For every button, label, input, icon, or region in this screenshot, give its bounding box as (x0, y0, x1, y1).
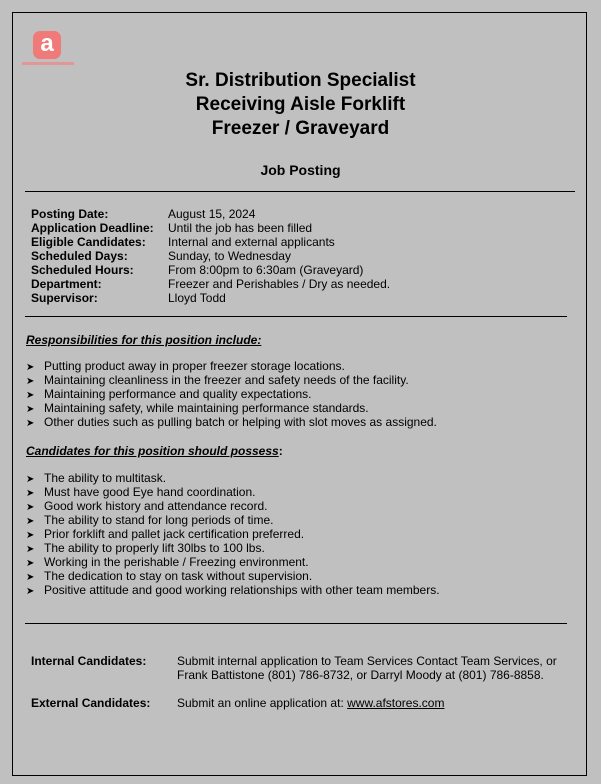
list-item (26, 513, 440, 527)
arrow-bullet-icon: ➤ (26, 404, 35, 415)
list-item (26, 569, 440, 583)
company-logo (22, 30, 74, 70)
list-item (26, 527, 440, 541)
detail-value: From 8:00pm to 6:30am (Graveyard) (168, 263, 364, 277)
detail-label: Eligible Candidates: (31, 235, 146, 249)
list-item (26, 471, 440, 485)
list-item (26, 583, 440, 597)
list-item-text: Must have good Eye hand coordination. (44, 485, 256, 499)
list-item-text: The ability to properly lift 30lbs to 100 lbs. (44, 541, 265, 555)
detail-label: Application Deadline: (31, 221, 154, 235)
list-item-text: Good work history and attendance record. (44, 499, 268, 513)
internal-candidates-label: Internal Candidates: (31, 654, 147, 668)
arrow-bullet-icon: ➤ (26, 558, 35, 569)
responsibilities-heading (26, 333, 261, 347)
candidates-heading-text: Candidates for this position should possess (26, 444, 279, 458)
website-link[interactable]: www.afstores.com (347, 696, 445, 710)
arrow-bullet-icon: ➤ (26, 572, 35, 583)
list-item-text: Other duties such as pulling batch or helping with slot moves as assigned. (44, 415, 437, 429)
divider (25, 316, 567, 317)
logo-tagline-mark (22, 62, 74, 65)
arrow-bullet-icon: ➤ (26, 530, 35, 541)
list-item (26, 485, 440, 499)
list-item (26, 499, 440, 513)
candidates-heading-colon: : (278, 444, 283, 458)
list-item (26, 387, 437, 401)
arrow-bullet-icon: ➤ (26, 544, 35, 555)
detail-value: August 15, 2024 (168, 207, 256, 221)
arrow-bullet-icon: ➤ (26, 376, 35, 387)
list-item-text: Working in the perishable / Freezing environment. (44, 555, 309, 569)
external-prefix: Submit an online application at: (177, 696, 348, 710)
arrow-bullet-icon: ➤ (26, 418, 35, 429)
arrow-bullet-icon: ➤ (26, 502, 35, 513)
title-line-1: Sr. Distribution Specialist (185, 70, 416, 91)
list-item-text: Maintaining cleanliness in the freezer and safety needs of the facility. (44, 373, 409, 387)
external-candidates-text (177, 696, 577, 710)
divider (25, 623, 567, 624)
detail-row (31, 207, 390, 221)
detail-value: Sunday, to Wednesday (168, 249, 291, 263)
detail-label: Department: (31, 277, 102, 291)
list-item (26, 359, 437, 373)
detail-label: Scheduled Days: (31, 249, 128, 263)
posting-details (31, 207, 390, 305)
arrow-bullet-icon: ➤ (26, 488, 35, 499)
list-item-text: The ability to multitask. (44, 471, 167, 485)
list-item-text: The ability to stand for long periods of time. (44, 513, 274, 527)
arrow-bullet-icon: ➤ (26, 474, 35, 485)
candidates-list (26, 471, 440, 597)
candidates-heading (26, 444, 283, 458)
external-candidates-label: External Candidates: (31, 696, 151, 710)
list-item-text: Positive attitude and good working relationships with other team members. (44, 583, 440, 597)
list-item (26, 373, 437, 387)
arrow-bullet-icon: ➤ (26, 390, 35, 401)
detail-row (31, 277, 390, 291)
list-item-text: Prior forklift and pallet jack certification preferred. (44, 527, 305, 541)
detail-row (31, 263, 390, 277)
arrow-bullet-icon: ➤ (26, 586, 35, 597)
detail-value: Lloyd Todd (168, 291, 226, 305)
title-line-2: Receiving Aisle Forklift (195, 94, 406, 115)
arrow-bullet-icon: ➤ (26, 516, 35, 527)
internal-candidates-text: Submit internal application to Team Services Contact Team Services, or Frank Battistone (801) 786-8732, or Darryl Moody at (801) 786-8858. (177, 654, 557, 682)
divider (25, 191, 575, 192)
detail-row (31, 249, 390, 263)
responsibilities-heading-text: Responsibilities for this position include: (26, 333, 262, 347)
detail-row (31, 235, 390, 249)
list-item (26, 415, 437, 429)
detail-row (31, 221, 390, 235)
title-line-3: Freezer / Graveyard (211, 118, 390, 139)
detail-label: Supervisor: (31, 291, 98, 305)
detail-value: Until the job has been filled (168, 221, 313, 235)
detail-row (31, 291, 390, 305)
list-item-text: Maintaining performance and quality expectations. (44, 387, 312, 401)
job-title (0, 69, 601, 141)
list-item-text: The dedication to stay on task without supervision. (44, 569, 313, 583)
arrow-bullet-icon: ➤ (26, 362, 35, 373)
detail-label: Posting Date: (31, 207, 109, 221)
job-posting-subtitle: Job Posting (260, 162, 341, 178)
list-item (26, 541, 440, 555)
list-item-text: Putting product away in proper freezer storage locations. (44, 359, 345, 373)
list-item (26, 401, 437, 415)
detail-value: Internal and external applicants (168, 235, 335, 249)
detail-value: Freezer and Perishables / Dry as needed. (168, 277, 391, 291)
responsibilities-list (26, 359, 437, 429)
list-item (26, 555, 440, 569)
list-item-text: Maintaining safety, while maintaining performance standards. (44, 401, 369, 415)
detail-label: Scheduled Hours: (31, 263, 134, 277)
logo-letter: a (33, 31, 61, 59)
